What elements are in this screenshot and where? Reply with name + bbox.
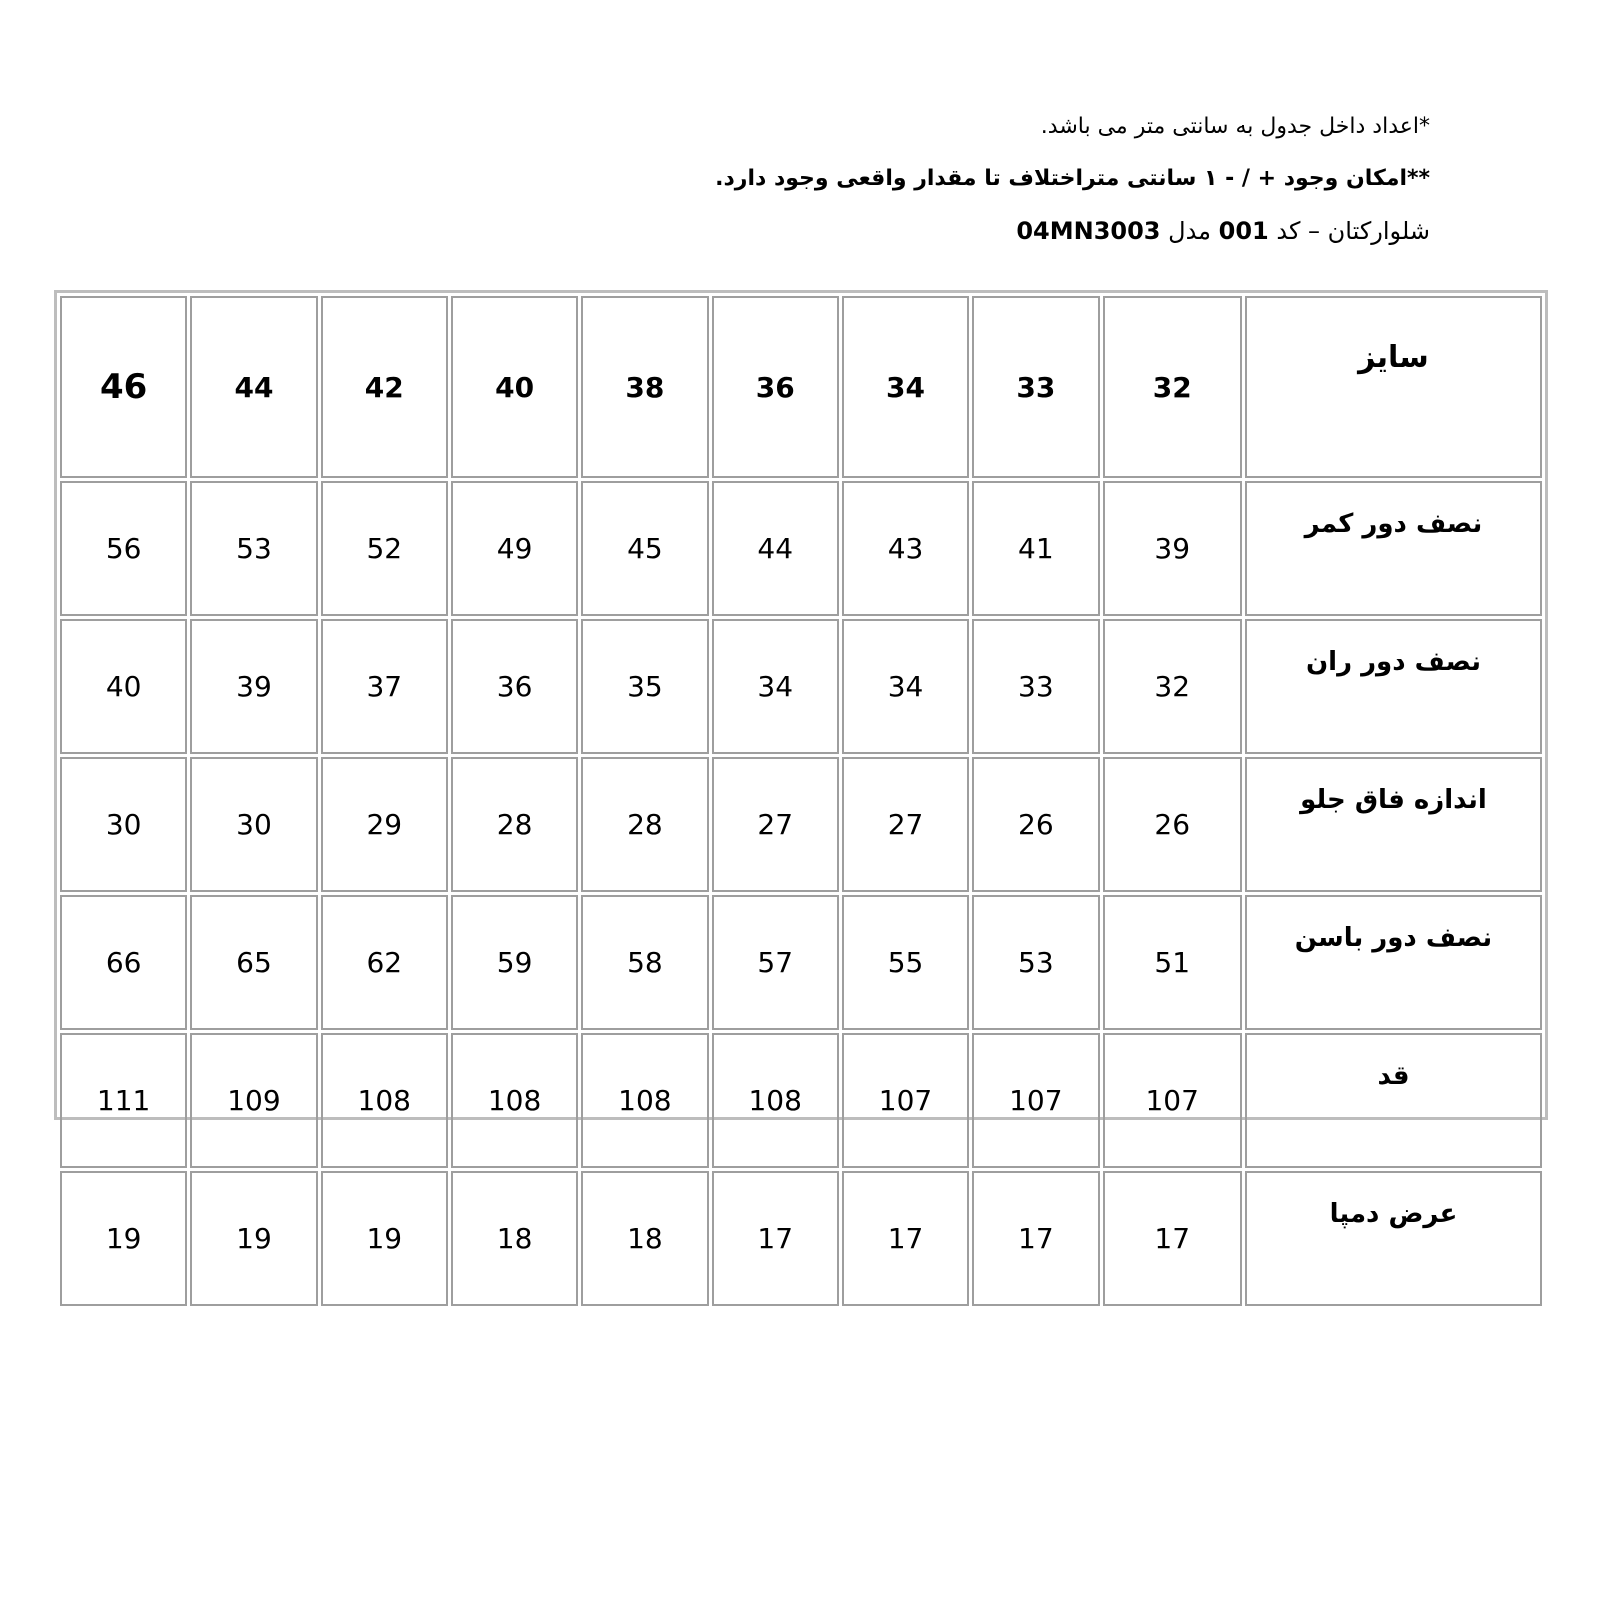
- value-cell: 26: [1103, 757, 1242, 892]
- table-row: [60, 895, 1542, 1030]
- value-cell: 33: [972, 619, 1099, 754]
- value-cell: 45: [581, 481, 708, 616]
- value-cell: 108: [581, 1033, 708, 1168]
- value-cell: 107: [972, 1033, 1099, 1168]
- value-cell: 32: [1103, 619, 1242, 754]
- value-cell: 109: [190, 1033, 317, 1168]
- value-cell: 17: [1103, 1171, 1242, 1306]
- value-cell: 19: [60, 1171, 187, 1306]
- measurement-label-cell: اندازه فاق جلو: [1245, 757, 1542, 892]
- product-title: [530, 216, 1430, 246]
- table-row: [60, 1033, 1542, 1168]
- table-row: [60, 481, 1542, 616]
- measurement-label-cell: نصف دور باسن: [1245, 895, 1542, 1030]
- value-cell: 30: [190, 757, 317, 892]
- size-header-cell: 38: [581, 296, 708, 478]
- value-cell: 17: [712, 1171, 839, 1306]
- value-cell: 40: [60, 619, 187, 754]
- product-code: 001: [1218, 217, 1269, 245]
- value-cell: 29: [321, 757, 448, 892]
- value-cell: 56: [60, 481, 187, 616]
- value-cell: 62: [321, 895, 448, 1030]
- value-cell: 27: [842, 757, 969, 892]
- value-cell: 18: [581, 1171, 708, 1306]
- size-header-cell: 42: [321, 296, 448, 478]
- value-cell: 37: [321, 619, 448, 754]
- value-cell: 17: [972, 1171, 1099, 1306]
- measurement-label-cell: قد: [1245, 1033, 1542, 1168]
- product-model: 04MN3003: [1016, 217, 1161, 245]
- value-cell: 19: [321, 1171, 448, 1306]
- value-cell: 52: [321, 481, 448, 616]
- table-row: [60, 619, 1542, 754]
- notes-block: [530, 112, 1430, 246]
- value-cell: 34: [842, 619, 969, 754]
- value-cell: 111: [60, 1033, 187, 1168]
- measurement-label-cell: عرض دمپا: [1245, 1171, 1542, 1306]
- value-cell: 27: [712, 757, 839, 892]
- note-units: *اعداد داخل جدول به سانتی متر می باشد.: [1040, 114, 1430, 139]
- table-row: [60, 1171, 1542, 1306]
- value-cell: 108: [712, 1033, 839, 1168]
- value-cell: 30: [60, 757, 187, 892]
- value-cell: 39: [190, 619, 317, 754]
- value-cell: 108: [321, 1033, 448, 1168]
- value-cell: 57: [712, 895, 839, 1030]
- value-cell: 19: [190, 1171, 317, 1306]
- value-cell: 53: [190, 481, 317, 616]
- product-model-word: مدل: [1160, 217, 1219, 245]
- value-cell: 35: [581, 619, 708, 754]
- measurement-label-cell: نصف دور کمر: [1245, 481, 1542, 616]
- size-header-cell: 40: [451, 296, 578, 478]
- table-row: [60, 757, 1542, 892]
- value-cell: 34: [712, 619, 839, 754]
- size-header-cell: 32: [1103, 296, 1242, 478]
- product-prefix: شلوارکتان – کد: [1268, 217, 1430, 245]
- value-cell: 108: [451, 1033, 578, 1168]
- value-cell: 18: [451, 1171, 578, 1306]
- value-cell: 26: [972, 757, 1099, 892]
- value-cell: 107: [842, 1033, 969, 1168]
- value-cell: 107: [1103, 1033, 1242, 1168]
- size-label-cell: سایز: [1245, 296, 1542, 478]
- size-header-cell: 46: [60, 296, 187, 478]
- value-cell: 41: [972, 481, 1099, 616]
- value-cell: 65: [190, 895, 317, 1030]
- size-header-cell: 34: [842, 296, 969, 478]
- size-header-cell: 36: [712, 296, 839, 478]
- value-cell: 59: [451, 895, 578, 1030]
- value-cell: 49: [451, 481, 578, 616]
- value-cell: 28: [451, 757, 578, 892]
- value-cell: 28: [581, 757, 708, 892]
- value-cell: 17: [842, 1171, 969, 1306]
- size-table: [57, 293, 1545, 1309]
- value-cell: 39: [1103, 481, 1242, 616]
- size-table-body: [60, 296, 1542, 1306]
- value-cell: 55: [842, 895, 969, 1030]
- size-header-cell: 33: [972, 296, 1099, 478]
- measurement-label-cell: نصف دور ران: [1245, 619, 1542, 754]
- value-cell: 53: [972, 895, 1099, 1030]
- value-cell: 58: [581, 895, 708, 1030]
- value-cell: 43: [842, 481, 969, 616]
- value-cell: 66: [60, 895, 187, 1030]
- value-cell: 44: [712, 481, 839, 616]
- value-cell: 51: [1103, 895, 1242, 1030]
- note-tolerance: **امکان وجود + / - ۱ سانتی متراختلاف تا مقدار واقعی وجود دارد.: [715, 166, 1430, 191]
- size-table-frame: [54, 290, 1548, 1255]
- size-header-cell: 44: [190, 296, 317, 478]
- header-row: [60, 296, 1542, 478]
- value-cell: 36: [451, 619, 578, 754]
